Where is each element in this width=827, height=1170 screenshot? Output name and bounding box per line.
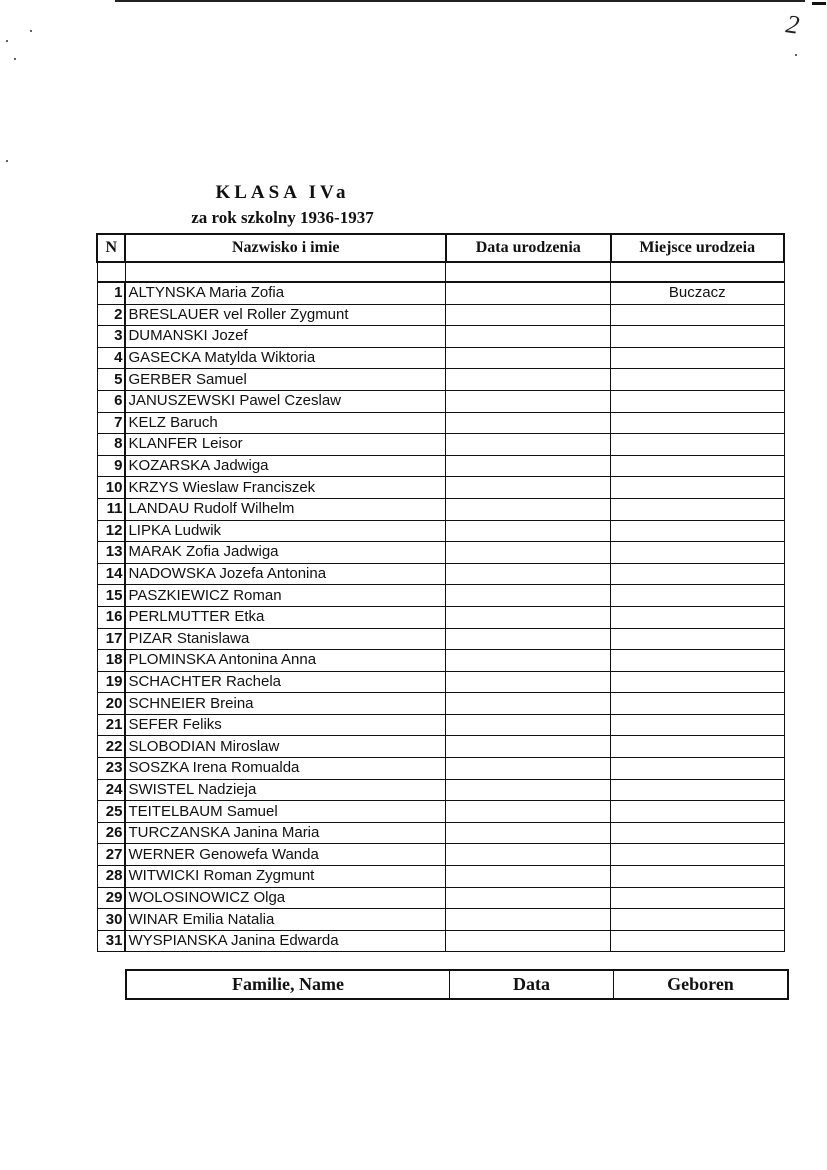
row-given-names: vel Roller Zygmunt <box>223 305 349 323</box>
row-name <box>125 347 446 369</box>
row-birth-place <box>611 563 784 585</box>
table-row <box>97 909 784 931</box>
row-surname: JANUSZEWSKI <box>128 392 236 410</box>
row-given-names: Jozefa Antonina <box>219 565 327 583</box>
row-birth-date <box>446 693 611 715</box>
table-row <box>97 347 784 369</box>
row-surname: KOZARSKA <box>128 457 210 475</box>
table-row <box>97 412 784 434</box>
row-surname: LIPKA <box>128 521 171 539</box>
row-birth-date <box>446 520 611 542</box>
row-given-names: Irena Romualda <box>192 759 300 777</box>
row-given-names: Wieslaw Franciszek <box>182 478 316 496</box>
row-given-names: Roman Zygmunt <box>203 867 315 885</box>
row-surname: WOLOSINOWICZ <box>128 888 250 906</box>
row-name <box>125 585 446 607</box>
row-birth-date <box>446 628 611 650</box>
row-given-names: Antonina Anna <box>218 651 317 669</box>
row-birth-date <box>446 844 611 866</box>
table-row <box>97 887 784 909</box>
row-number: 17 <box>97 628 125 650</box>
row-birth-date <box>446 822 611 844</box>
row-given-names: Stanislawa <box>176 629 250 647</box>
table-row <box>97 930 784 952</box>
row-birth-date <box>446 326 611 348</box>
row-surname: PERLMUTTER <box>128 608 231 626</box>
page-title: KLASA IVa <box>215 182 350 203</box>
page-subtitle: za rok szkolny 1936-1937 <box>191 208 374 227</box>
row-surname: SLOBODIAN <box>128 737 216 755</box>
row-birth-date <box>446 390 611 412</box>
row-name <box>125 844 446 866</box>
row-surname: TURCZANSKA <box>128 824 230 842</box>
table-row <box>97 822 784 844</box>
row-number: 11 <box>97 498 125 520</box>
column-header-birth-date: Data urodzenia <box>446 234 611 262</box>
row-number: 13 <box>97 542 125 564</box>
scan-speck <box>795 54 797 56</box>
row-birth-place <box>611 650 784 672</box>
row-number: 16 <box>97 606 125 628</box>
row-given-names: Janina Maria <box>233 824 320 842</box>
row-given-names: Pawel Czeslaw <box>239 392 342 410</box>
row-name <box>125 693 446 715</box>
row-given-names: Leisor <box>201 435 243 453</box>
row-number: 19 <box>97 671 125 693</box>
row-name <box>125 909 446 931</box>
column-header-number: N <box>97 234 125 262</box>
table-row <box>97 650 784 672</box>
row-name <box>125 628 446 650</box>
row-surname: BRESLAUER <box>128 305 220 323</box>
row-number: 25 <box>97 801 125 823</box>
row-name <box>125 434 446 456</box>
row-given-names: Roman <box>233 586 282 604</box>
row-birth-date <box>446 282 611 304</box>
row-surname: SCHACHTER <box>128 672 222 690</box>
row-birth-date <box>446 563 611 585</box>
row-number: 15 <box>97 585 125 607</box>
row-birth-place <box>611 520 784 542</box>
row-name <box>125 779 446 801</box>
row-birth-place <box>611 887 784 909</box>
column-header-name: Nazwisko i imie <box>125 234 446 262</box>
table-row <box>97 628 784 650</box>
row-name <box>125 714 446 736</box>
row-surname: DUMANSKI <box>128 327 208 345</box>
row-birth-date <box>446 714 611 736</box>
row-birth-place <box>611 585 784 607</box>
row-birth-place <box>611 434 784 456</box>
row-birth-place <box>611 628 784 650</box>
table-row <box>97 542 784 564</box>
footer-header-born: Geboren <box>614 970 789 999</box>
row-number: 8 <box>97 434 125 456</box>
row-number: 24 <box>97 779 125 801</box>
row-number: 3 <box>97 326 125 348</box>
row-birth-date <box>446 347 611 369</box>
row-number: 28 <box>97 866 125 888</box>
row-birth-place <box>611 693 784 715</box>
row-surname: KELZ <box>128 413 166 431</box>
row-surname: SOSZKA <box>128 759 189 777</box>
row-birth-place <box>611 801 784 823</box>
row-birth-place <box>611 909 784 931</box>
row-birth-date <box>446 887 611 909</box>
row-name <box>125 498 446 520</box>
row-number: 6 <box>97 390 125 412</box>
scan-speck <box>14 58 16 60</box>
row-number: 29 <box>97 887 125 909</box>
row-name <box>125 304 446 326</box>
row-birth-place <box>611 477 784 499</box>
row-birth-place <box>611 844 784 866</box>
row-given-names: Rudolf Wilhelm <box>193 500 295 518</box>
row-given-names: Matylda Wiktoria <box>204 349 316 367</box>
row-surname: WITWICKI <box>128 867 200 885</box>
row-birth-date <box>446 304 611 326</box>
row-given-names: Breina <box>210 694 254 712</box>
row-birth-date <box>446 779 611 801</box>
table-row <box>97 866 784 888</box>
table-row <box>97 282 784 304</box>
row-birth-date <box>446 585 611 607</box>
row-birth-date <box>446 434 611 456</box>
row-number: 22 <box>97 736 125 758</box>
row-birth-date <box>446 455 611 477</box>
row-number: 20 <box>97 693 125 715</box>
row-birth-place <box>611 369 784 391</box>
row-birth-date <box>446 650 611 672</box>
table-row <box>97 498 784 520</box>
row-name <box>125 801 446 823</box>
footer-header-table <box>125 969 789 1000</box>
table-row <box>97 693 784 715</box>
row-surname: PASZKIEWICZ <box>128 586 230 604</box>
row-name <box>125 369 446 391</box>
row-given-names: Etka <box>234 608 265 626</box>
row-birth-place <box>611 866 784 888</box>
table-row <box>97 304 784 326</box>
table-row <box>97 585 784 607</box>
row-number: 14 <box>97 563 125 585</box>
table-row <box>97 671 784 693</box>
row-name <box>125 758 446 780</box>
row-name <box>125 930 446 952</box>
row-surname: LANDAU <box>128 500 190 518</box>
table-row <box>97 563 784 585</box>
row-birth-place <box>611 736 784 758</box>
row-given-names: Nadzieja <box>197 780 257 798</box>
row-name <box>125 887 446 909</box>
table-row <box>97 455 784 477</box>
row-number: 4 <box>97 347 125 369</box>
row-number: 21 <box>97 714 125 736</box>
row-birth-place <box>611 714 784 736</box>
row-surname: WINAR <box>128 910 179 928</box>
row-given-names: Miroslaw <box>220 737 280 755</box>
row-surname: SEFER <box>128 716 179 734</box>
row-surname: ALTYNSKA <box>128 284 205 302</box>
row-birth-date <box>446 671 611 693</box>
row-name <box>125 520 446 542</box>
row-birth-date <box>446 930 611 952</box>
column-header-birth-place: Miejsce urodzeia <box>611 234 784 262</box>
row-birth-place <box>611 822 784 844</box>
row-name <box>125 606 446 628</box>
row-name <box>125 563 446 585</box>
table-row <box>97 434 784 456</box>
row-birth-place <box>611 304 784 326</box>
row-number: 26 <box>97 822 125 844</box>
row-given-names: Ludwik <box>174 521 222 539</box>
row-name <box>125 412 446 434</box>
table-row <box>97 390 784 412</box>
row-name <box>125 822 446 844</box>
row-number: 1 <box>97 282 125 304</box>
row-given-names: Maria Zofia <box>209 284 285 302</box>
row-birth-date <box>446 606 611 628</box>
row-birth-place <box>611 498 784 520</box>
row-given-names: Genowefa Wanda <box>199 845 319 863</box>
row-birth-place <box>611 779 784 801</box>
row-surname: TEITELBAUM <box>128 802 223 820</box>
row-name <box>125 650 446 672</box>
row-given-names: Baruch <box>170 413 218 431</box>
row-birth-date <box>446 477 611 499</box>
table-row <box>97 606 784 628</box>
row-birth-place <box>611 326 784 348</box>
row-birth-date <box>446 801 611 823</box>
row-given-names: Jozef <box>211 327 248 345</box>
row-surname: GASECKA <box>128 349 201 367</box>
row-birth-place <box>611 671 784 693</box>
row-surname: WYSPIANSKA <box>128 932 227 950</box>
row-surname: NADOWSKA <box>128 565 216 583</box>
table-row <box>97 758 784 780</box>
scan-speck <box>6 40 8 42</box>
table-row <box>97 779 784 801</box>
row-given-names: Samuel <box>226 802 278 820</box>
roster-spacer <box>97 262 784 282</box>
row-surname: KRZYS <box>128 478 179 496</box>
row-birth-place <box>611 347 784 369</box>
row-birth-date <box>446 369 611 391</box>
row-number: 2 <box>97 304 125 326</box>
row-given-names: Feliks <box>182 716 222 734</box>
table-row <box>97 520 784 542</box>
row-birth-date <box>446 866 611 888</box>
row-birth-date <box>446 758 611 780</box>
row-birth-date <box>446 736 611 758</box>
row-birth-place <box>611 390 784 412</box>
row-number: 7 <box>97 412 125 434</box>
row-surname: PLOMINSKA <box>128 651 216 669</box>
row-name <box>125 866 446 888</box>
row-number: 9 <box>97 455 125 477</box>
row-birth-date <box>446 542 611 564</box>
row-number: 23 <box>97 758 125 780</box>
row-surname: PIZAR <box>128 629 173 647</box>
row-birth-place <box>611 758 784 780</box>
table-row <box>97 714 784 736</box>
row-number: 10 <box>97 477 125 499</box>
table-row <box>97 369 784 391</box>
row-given-names: Emilia Natalia <box>182 910 275 928</box>
table-row <box>97 736 784 758</box>
row-birth-place <box>611 412 784 434</box>
row-name <box>125 542 446 564</box>
row-name <box>125 326 446 348</box>
corner-mark <box>812 2 826 5</box>
row-birth-place <box>611 455 784 477</box>
row-given-names: Olga <box>253 888 286 906</box>
scan-speck <box>6 160 8 162</box>
row-number: 18 <box>97 650 125 672</box>
table-row <box>97 844 784 866</box>
table-row <box>97 801 784 823</box>
footer-header-name: Familie, Name <box>126 970 450 999</box>
row-number: 31 <box>97 930 125 952</box>
row-name <box>125 455 446 477</box>
row-number: 12 <box>97 520 125 542</box>
scan-speck <box>30 30 32 32</box>
row-surname: SWISTEL <box>128 780 194 798</box>
row-name <box>125 736 446 758</box>
row-birth-place <box>611 542 784 564</box>
table-row <box>97 477 784 499</box>
row-surname: SCHNEIER <box>128 694 206 712</box>
class-roster-table <box>96 233 785 952</box>
roster-header <box>97 234 784 262</box>
page-number-mark: 2 <box>784 9 802 40</box>
row-name <box>125 282 446 304</box>
row-surname: KLANFER <box>128 435 198 453</box>
row-name <box>125 477 446 499</box>
row-birth-place <box>611 606 784 628</box>
row-surname: MARAK <box>128 543 182 561</box>
row-given-names: Samuel <box>195 370 247 388</box>
row-birth-place: Buczacz <box>611 282 784 304</box>
row-name <box>125 390 446 412</box>
row-birth-date <box>446 909 611 931</box>
row-surname: WERNER <box>128 845 196 863</box>
roster-rows <box>97 282 784 952</box>
row-given-names: Janina Edwarda <box>231 932 339 950</box>
row-number: 27 <box>97 844 125 866</box>
table-row <box>97 326 784 348</box>
footer-header-date: Data <box>450 970 614 999</box>
row-given-names: Rachela <box>225 672 282 690</box>
row-birth-date <box>446 498 611 520</box>
row-birth-place <box>611 930 784 952</box>
row-birth-date <box>446 412 611 434</box>
top-border-line <box>115 0 805 2</box>
row-name <box>125 671 446 693</box>
row-number: 5 <box>97 369 125 391</box>
row-number: 30 <box>97 909 125 931</box>
row-surname: GERBER <box>128 370 192 388</box>
row-given-names: Zofia Jadwiga <box>185 543 279 561</box>
row-given-names: Jadwiga <box>213 457 269 475</box>
